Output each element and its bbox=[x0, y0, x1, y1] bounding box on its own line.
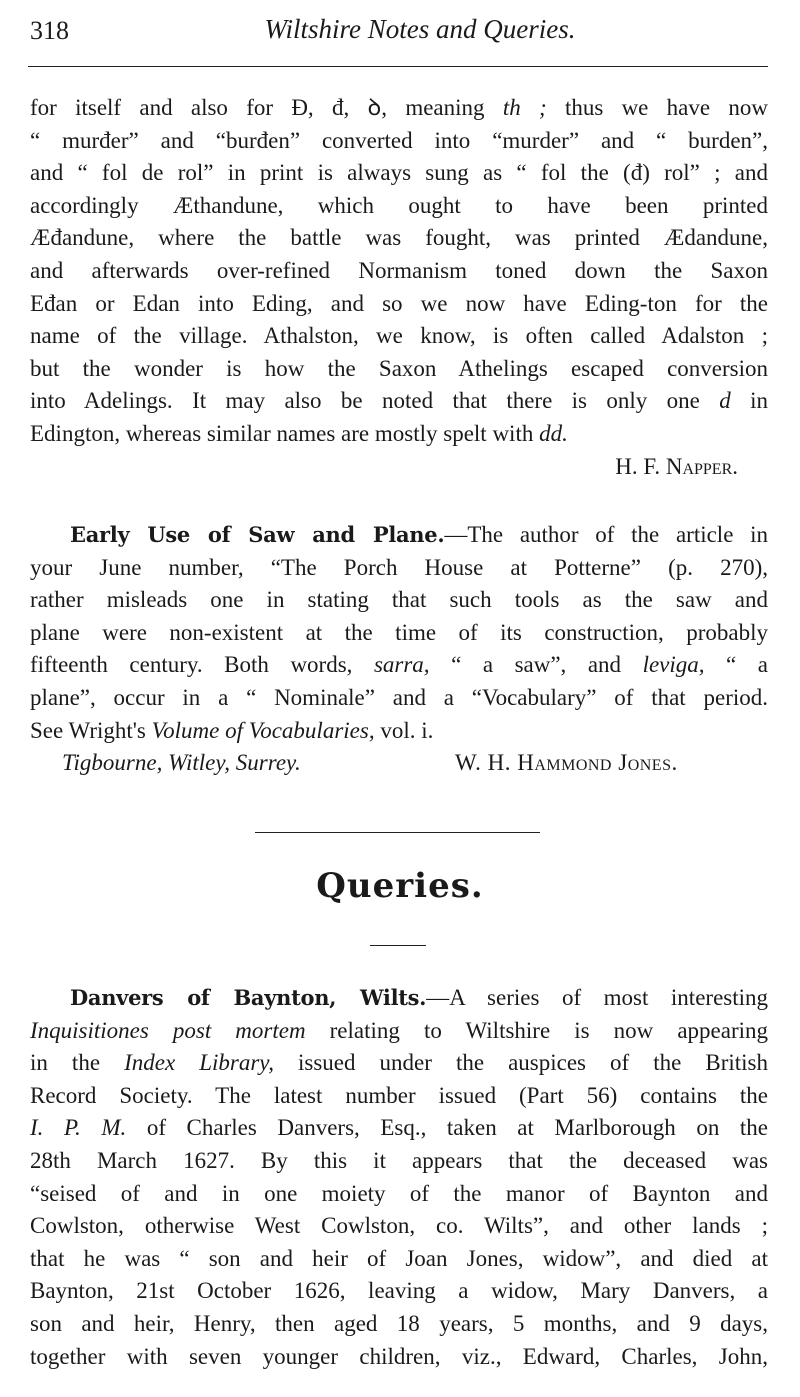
text-line bbox=[30, 255, 768, 288]
italic-text: dd. bbox=[539, 420, 568, 446]
italic-text: d bbox=[719, 388, 731, 414]
text-run: “ a bbox=[704, 652, 768, 678]
text-run: —The author of the article in bbox=[444, 522, 769, 547]
text-run: fifteenth century. Both words, bbox=[30, 652, 374, 678]
text-run: in the bbox=[30, 1050, 125, 1076]
text-line bbox=[30, 1210, 768, 1243]
text-line bbox=[30, 1341, 768, 1374]
text-line bbox=[30, 1047, 768, 1080]
italic-text: leviga, bbox=[642, 652, 705, 678]
text-line bbox=[30, 1308, 768, 1341]
text-line bbox=[30, 1275, 768, 1308]
run-in-heading: Early Use of Saw and Plane. bbox=[70, 522, 445, 547]
italic-text: Volume of Vocabularies, bbox=[151, 717, 375, 743]
text-line bbox=[30, 519, 768, 552]
section-heading-queries: Queries. bbox=[316, 866, 484, 906]
text-run: together with seven younger children, viz., Edward, Charles, John, bbox=[30, 1343, 768, 1369]
text-run: Edington, whereas similar names are mostly spelt with bbox=[30, 420, 540, 446]
text-run: into Adelings. It may also be noted that there is only one bbox=[30, 388, 720, 414]
italic-text: I. P. M. bbox=[30, 1115, 127, 1141]
text-run: for itself and also for Đ, đ, ꝺ, meaning bbox=[30, 95, 503, 120]
text-line bbox=[30, 1145, 768, 1178]
text-run: thus we have now bbox=[546, 95, 768, 120]
text-run: See Wright's bbox=[30, 717, 152, 743]
text-run: plane were non-existent at the time of its construction, probably bbox=[30, 619, 768, 645]
text-run: your June number, “The Porch House at Potterne” (p. 270), bbox=[30, 554, 768, 580]
text-line bbox=[30, 288, 768, 321]
italic-text: Inquisitiones post mortem bbox=[30, 1017, 306, 1043]
text-run: name of the village. Athalston, we know, is often called Adalston ; bbox=[30, 323, 768, 349]
text-line bbox=[30, 1243, 768, 1276]
text-line bbox=[30, 92, 768, 125]
text-line bbox=[30, 584, 768, 617]
text-line bbox=[30, 1178, 768, 1211]
heading-underline bbox=[370, 945, 426, 946]
text-run: “ murđer” and “burđen” converted into “murder” and “ burden”, bbox=[30, 127, 768, 153]
text-run: plane”, occur in a “ Nominale” and a “Vocabulary” of that period. bbox=[30, 684, 768, 710]
text-line bbox=[30, 418, 768, 451]
text-run: “seised of and in one moiety of the manor of Baynton and bbox=[30, 1180, 768, 1206]
text-run: Record Society. The latest number issued (Part 56) contains the bbox=[30, 1082, 768, 1108]
text-run: son and heir, Henry, then aged 18 years, 5 months, and 9 days, bbox=[30, 1310, 768, 1336]
text-run: accordingly Æthandune, which ought to have been printed bbox=[30, 192, 768, 218]
text-run: Baynton, 21st October 1626, leaving a widow, Mary Danvers, a bbox=[30, 1278, 768, 1304]
text-line bbox=[30, 1080, 768, 1113]
text-line bbox=[30, 715, 768, 748]
text-run: relating to Wiltshire is now appearing bbox=[305, 1017, 768, 1043]
header-rule bbox=[28, 66, 768, 67]
paragraph-saw-and-plane bbox=[30, 519, 768, 780]
text-run: issued under the auspices of the British bbox=[273, 1050, 768, 1076]
text-run: rather misleads one in stating that such tools as the saw and bbox=[30, 587, 768, 613]
running-title: Wiltshire Notes and Queries. bbox=[264, 14, 576, 44]
text-line bbox=[30, 1112, 768, 1145]
text-run: Cowlston, otherwise West Cowlston, co. Wilts”, and other lands ; bbox=[30, 1213, 768, 1239]
text-run: and afterwards over-refined Normanism toned down the Saxon bbox=[30, 257, 768, 283]
text-line bbox=[30, 617, 768, 650]
text-line bbox=[30, 190, 768, 223]
text-line bbox=[30, 125, 768, 158]
text-run: Æđandune, where the battle was fought, was printed Ædandune, bbox=[30, 225, 768, 251]
signature-place: Tigbourne, Witley, Surrey. bbox=[62, 750, 301, 776]
text-line bbox=[30, 320, 768, 353]
text-run: Eđan or Edan into Eding, and so we now have Eding-ton for the bbox=[30, 290, 768, 316]
paragraph-edington bbox=[30, 92, 768, 483]
signature-napper: H. F. Napper. bbox=[615, 453, 738, 479]
text-line bbox=[30, 982, 768, 1015]
text-run: that he was “ son and heir of Joan Jones, widow”, and died at bbox=[30, 1245, 768, 1271]
text-line bbox=[30, 157, 768, 190]
paragraph-danvers bbox=[30, 982, 768, 1373]
text-line bbox=[30, 1015, 768, 1048]
text-run: 28th March 1627. By this it appears that the deceased was bbox=[30, 1147, 768, 1173]
text-run: but the wonder is how the Saxon Athelings escaped conversion bbox=[30, 355, 768, 381]
text-run: of Charles Danvers, Esq., taken at Marlborough on the bbox=[126, 1115, 768, 1141]
text-run: “ a saw”, and bbox=[429, 652, 643, 678]
text-run: —A series of most interesting bbox=[426, 985, 769, 1010]
text-line bbox=[30, 385, 768, 418]
italic-text: th ; bbox=[502, 95, 547, 120]
signature-hammond-jones: W. H. Hammond Jones. bbox=[455, 750, 678, 776]
signature-line bbox=[30, 747, 768, 780]
text-run: and “ fol de rol” in print is always sung as “ fol the (đ) rol” ; and bbox=[30, 160, 768, 186]
text-line bbox=[30, 353, 768, 386]
section-divider bbox=[255, 832, 540, 833]
italic-text: sarra, bbox=[373, 652, 430, 678]
text-run: in bbox=[730, 388, 769, 414]
run-in-heading: Danvers of Baynton, Wilts. bbox=[70, 985, 427, 1010]
text-line bbox=[30, 222, 768, 255]
text-line bbox=[30, 649, 768, 682]
text-run: vol. i. bbox=[374, 717, 434, 743]
italic-text: Index Library, bbox=[124, 1050, 274, 1076]
text-line bbox=[30, 682, 768, 715]
page-number: 318 bbox=[30, 16, 69, 45]
text-line bbox=[30, 552, 768, 585]
